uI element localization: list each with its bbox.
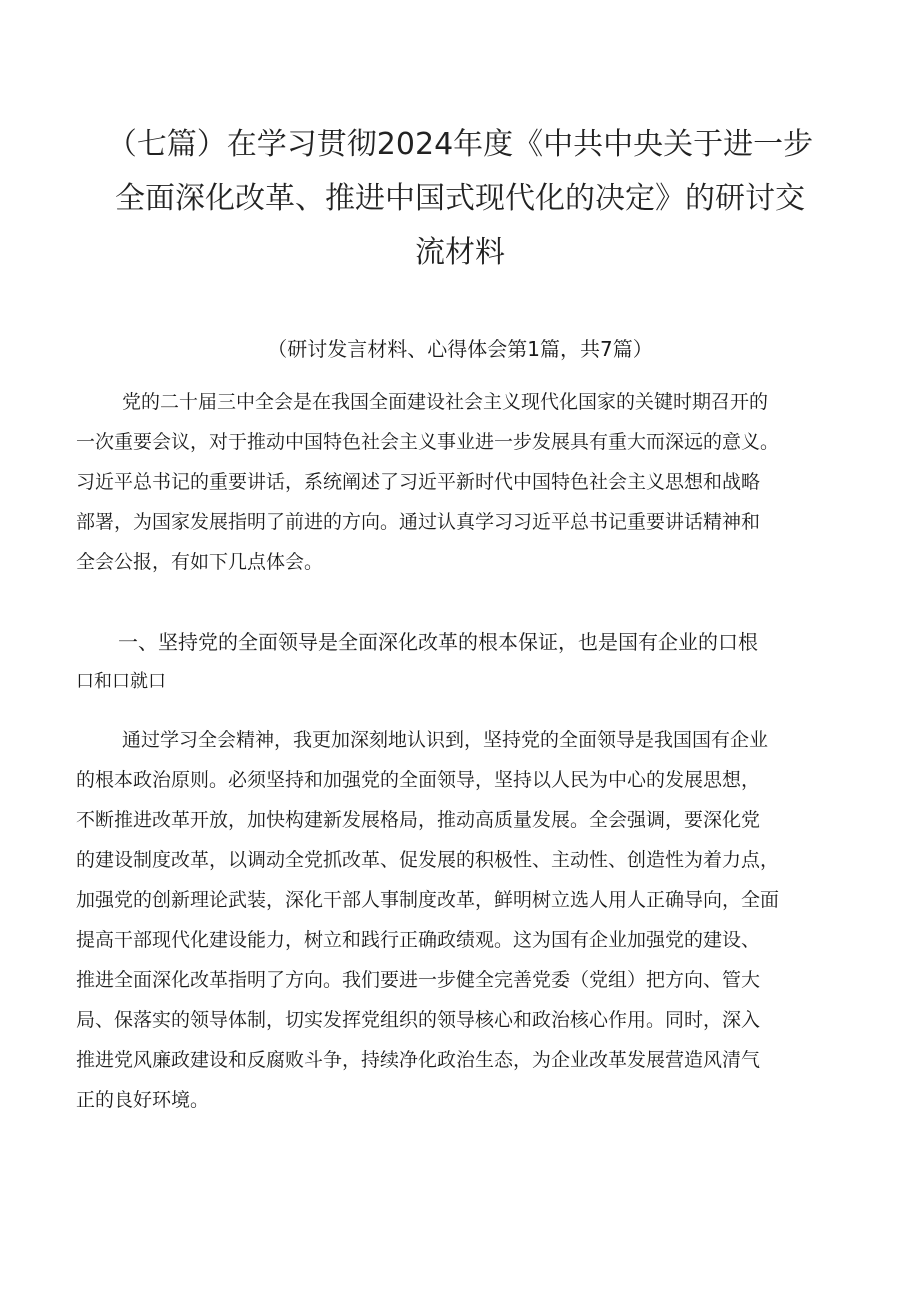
paragraph-line: 推进党风廉政建设和反腐败斗争，持续净化政治生态，为企业改革发展营造风清气: [76, 1049, 761, 1071]
section-heading-1-continuation: 口和口就口: [76, 671, 166, 692]
document-subtitle: （研讨发言材料、心得体会第1篇，共7篇）: [267, 337, 653, 361]
paragraph-line: 提高干部现代化建设能力，树立和践行正确政绩观。这为国有企业加强党的建设、: [76, 929, 761, 951]
paragraph-line: 正的良好环境。: [76, 1089, 210, 1111]
paragraph-line: 党的二十届三中全会是在我国全面建设社会主义现代化国家的关键时期召开的: [122, 391, 769, 413]
title-line-1: （七篇）在学习贯彻2024年度《中共中央关于进一步: [106, 127, 814, 162]
paragraph-line: 习近平总书记的重要讲话，系统阐述了习近平新时代中国特色社会主义思想和战略: [76, 471, 761, 493]
paragraph-line: 通过学习全会精神，我更加深刻地认识到，坚持党的全面领导是我国国有企业: [122, 729, 769, 751]
title-line-2: 全面深化改革、推进中国式现代化的决定》的研讨交: [115, 181, 805, 216]
paragraph-line: 局、保落实的领导体制，切实发挥党组织的领导核心和政治核心作用。同时，深入: [76, 1009, 761, 1031]
document-title: [80, 118, 840, 280]
paragraph-line: 全会公报，有如下几点体会。: [76, 551, 324, 573]
paragraph-line: 的根本政治原则。必须坚持和加强党的全面领导，坚持以人民为中心的发展思想，: [76, 769, 761, 791]
title-line-3: 流材料: [415, 235, 505, 270]
paragraph-line: 推进全面深化改革指明了方向。我们要进一步健全完善党委（党组）把方向、管大: [76, 969, 761, 991]
paragraph-line: 的建设制度改革，以调动全党抓改革、促发展的积极性、主动性、创造性为着力点，: [76, 849, 780, 871]
paragraph-section-1: [76, 720, 866, 1120]
paragraph-line: 部署，为国家发展指明了前进的方向。通过认真学习习近平总书记重要讲话精神和: [76, 511, 761, 533]
section-heading-1: 一、坚持党的全面领导是全面深化改革的根本保证，也是国有企业的口根: [118, 630, 758, 654]
paragraph-line: 一次重要会议，对于推动中国特色社会主义事业进一步发展具有重大而深远的意义。: [76, 431, 780, 453]
paragraph-line: 加强党的创新理论武装，深化干部人事制度改革，鲜明树立选人用人正确导向，全面: [76, 889, 780, 911]
paragraph-intro: [76, 382, 866, 582]
paragraph-line: 不断推进改革开放，加快构建新发展格局，推动高质量发展。全会强调，要深化党: [76, 809, 761, 831]
